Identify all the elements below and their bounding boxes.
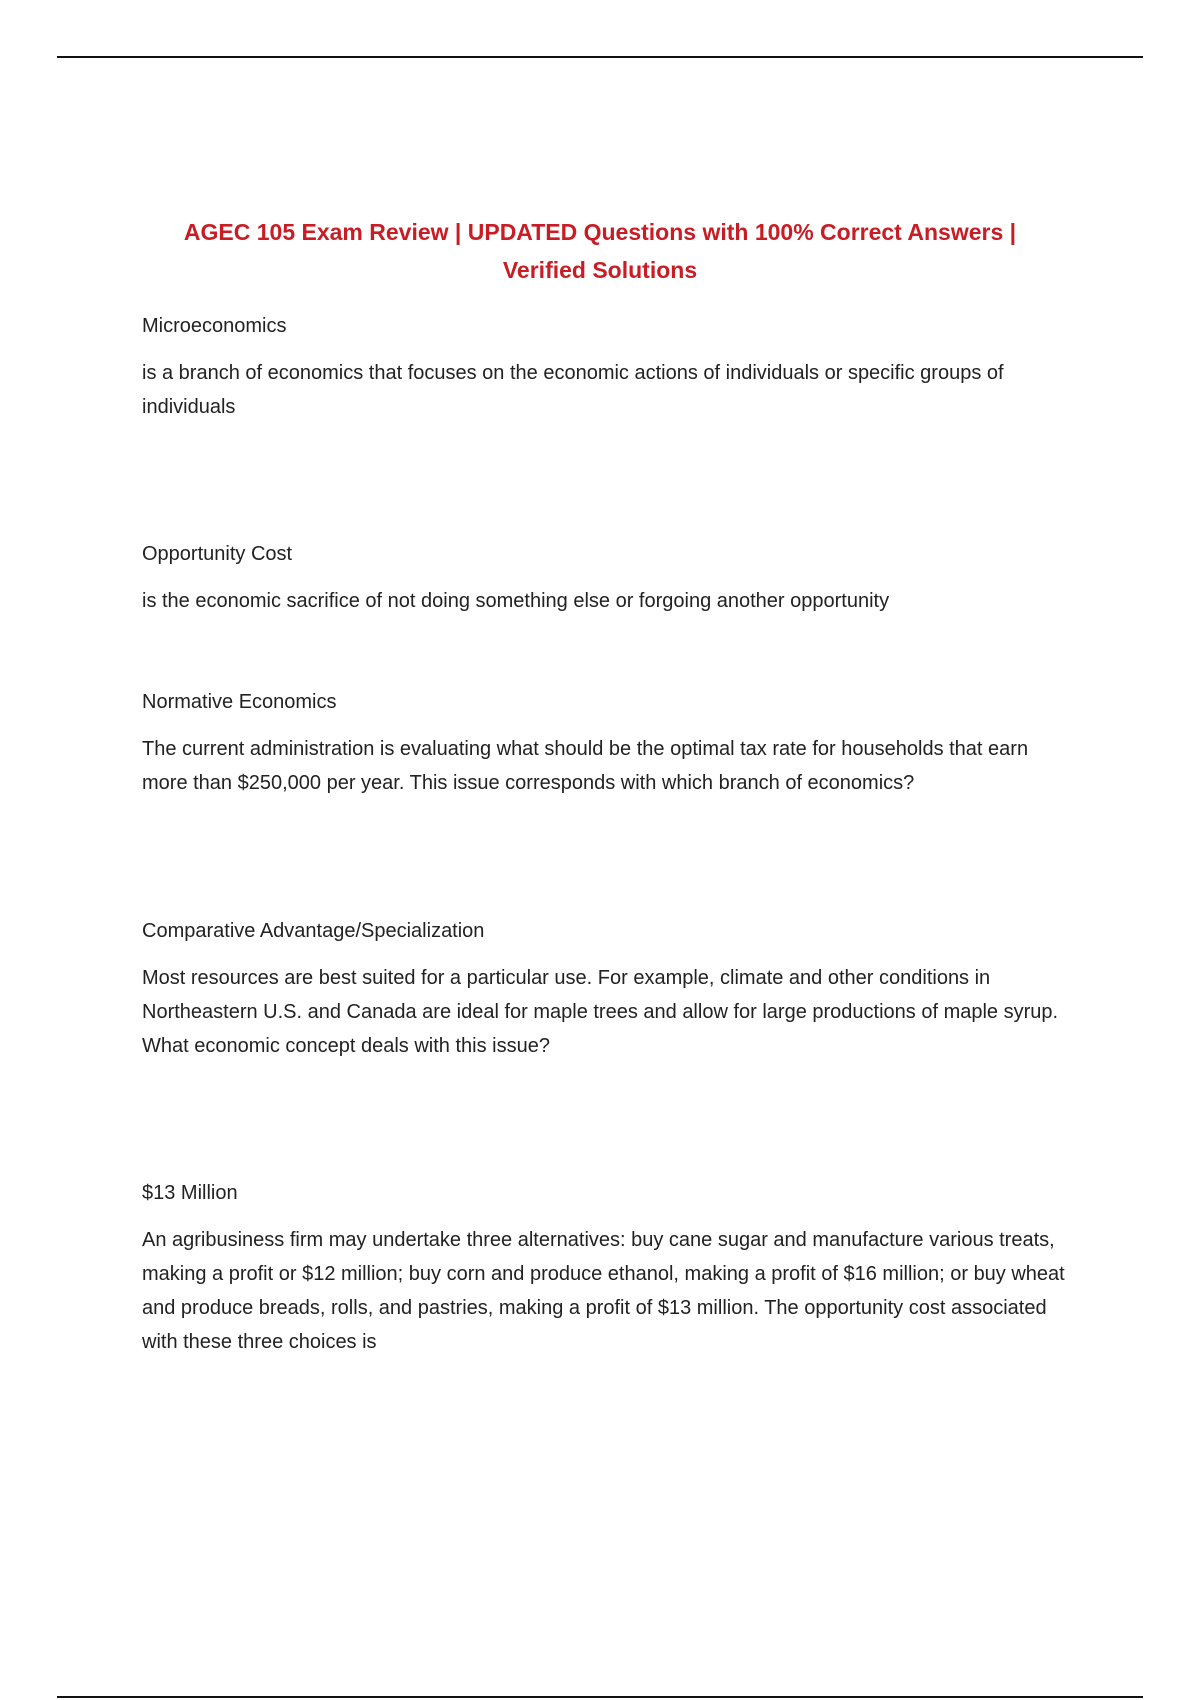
entry-term: Microeconomics (142, 315, 287, 337)
entry-term: Normative Economics (142, 691, 337, 713)
header-rule (57, 56, 1143, 58)
entry-definition: is the economic sacrifice of not doing something else or forgoing another opportunity (142, 590, 890, 612)
entry-term: $13 Million (142, 1182, 238, 1204)
document-title: AGEC 105 Exam Review | UPDATED Questions with 100% Correct Answers | Verified Solutions (183, 219, 1017, 283)
entry-term: Opportunity Cost (142, 543, 293, 565)
entry-definition: is a branch of economics that focuses on the economic actions of individuals or specific groups of individuals (142, 362, 1004, 418)
entry-term: Comparative Advantage/Specialization (142, 920, 485, 942)
entry-definition: Most resources are best suited for a particular use. For example, climate and other conditions in Northeastern U.S. and Canada are ideal for maple trees and allow for large productions of maple syrup. What economic concept deals with this issue? (142, 967, 1059, 1057)
entry-definition: An agribusiness firm may undertake three alternatives: buy cane sugar and manufacture various treats, making a profit or $12 million; buy corn and produce ethanol, making a profit of $16 million; or buy wheat and produce breads, rolls, and pastries, making a profit of $13 million. The opportunity cost associated with these three choices is (142, 1229, 1065, 1353)
entry-definition: The current administration is evaluating what should be the optimal tax rate for households that earn more than $250,000 per year. This issue corresponds with which branch of economics? (142, 738, 1029, 794)
footer-rule (57, 1696, 1143, 1698)
